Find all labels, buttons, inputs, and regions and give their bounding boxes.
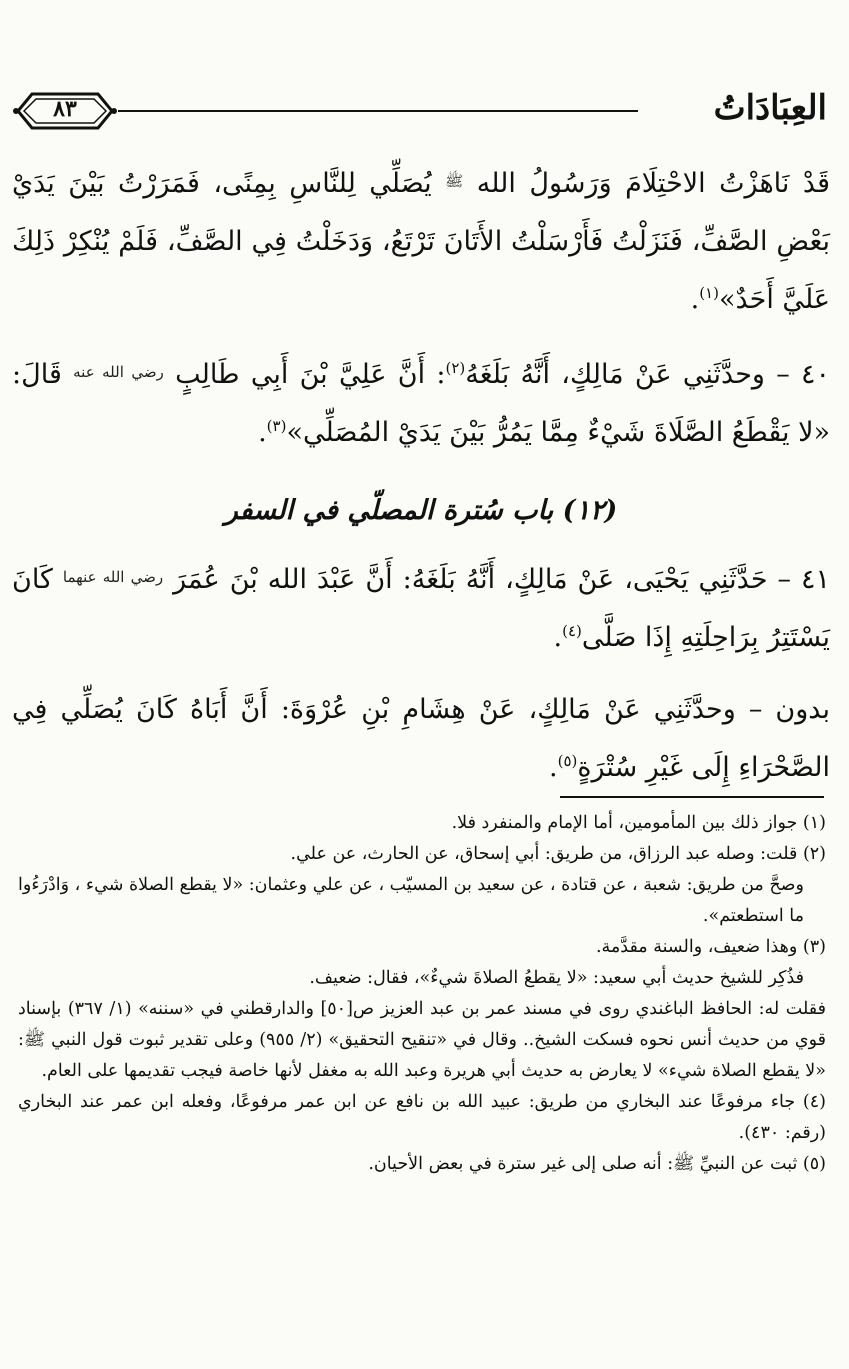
footnote-separator: [560, 796, 824, 798]
paragraph-unnumbered: بدون – وحدَّثَنِي عَنْ مَالِكٍ، عَنْ هِشَامِ بْنِ عُرْوَةَ: أَنَّ أَبَاهُ كَانَ يُصَلِّي فِي الصَّحْرَاءِ إِلَى غَيْرِ سُتْرَةٍ$^{(٥)}$.: [12, 694, 830, 783]
footnote-2-continued: وصحَّ من طريق: شعبة ، عن قتادة ، عن سعيد بن المسيّب ، عن علي وعثمان: «لا يقطع الصلاة شيء ، وَادْرَءُوا ما استطعتم».: [18, 875, 804, 926]
honorific-glyph: رضي الله عنهما: [62, 568, 164, 586]
footnote-2: (٢) قلت: وصله عبد الرزاق، من طريق: أبي إسحاق، عن الحارث، عن علي.: [290, 844, 826, 864]
footnote-4: (٤) جاء مرفوعًا عند البخاري من طريق: عبيد الله بن نافع عن ابن عمر مرفوعًا، وفعله ابن عمر عند البخاري (رقم: ٤٣٠).: [18, 1092, 826, 1143]
page-header: [0, 80, 849, 152]
footnote-ref: (١): [699, 284, 719, 302]
text-span: يُصَلِّي لِلنَّاسِ بِمِنًى، فَمَرَرْتُ بَيْنَ يَدَيْ بَعْضِ الصَّفِّ، فَنَزَلْتُ فَأَرْسَلْتُ الأَتَانَ تَرْتَعُ، وَدَخَلْتُ فِي الصَّفِّ، فَلَمْ يُنْكِرْ ذَلِكَ عَلَيَّ أَحَدٌ»: [12, 168, 830, 315]
running-title: العِبَادَاتُ: [713, 88, 827, 128]
footnote-3-continued: فذُكِر للشيخ حديث أبي سعيد: «لا يقطعُ الصلاةَ شيءٌ»، فقال: ضعيف.: [309, 968, 804, 988]
paragraph-hadith-40: ٤٠ – وحدَّثَنِي عَنْ مَالِكٍ، أَنَّهُ بَلَغَهُ$^{(٢)}$: أَنَّ عَلِيَّ بْنَ أَبِي طَالِبٍ $^{رضي الله عنه}$ قَالَ: «لا يَقْطَعُ الصَّلَاةَ شَيْءٌ مِمَّا يَمُرُّ بَيْنَ يَدَيْ المُصَلِّي»$^{(٣)}$.: [12, 359, 830, 448]
footnote-ref: (٢): [445, 359, 466, 377]
footnote-ref: (٤): [562, 622, 582, 640]
honorific-glyph: رضي الله عنه: [73, 363, 164, 381]
footnote-ref: (٣): [266, 417, 287, 435]
footnote-3-discussion: فقلت له: الحافظ الباغندي روى في مسند عمر بن عبد العزيز ص[٥٠] والدارقطني في «سننه» (١/ ٣٦٧) بإسناد قوي من حديث أنس نحوه فسكت الشيخ.. وقال في «تنقيح التحقيق» (٢/ ٩٥٥) وعلى تقدير ثبوت قول النبي ﷺ: «لا يقطع الصلاة شيء» لا يعارض به حديث أبي هريرة وعبد الله به مغفل لأنها خاصة فيجب تقديمها على العام.: [18, 999, 827, 1081]
text-span: قَالَ: «لا يَقْطَعُ الصَّلَاةَ شَيْءٌ مِمَّا يَمُرُّ بَيْنَ يَدَيْ المُصَلِّي»: [12, 359, 830, 448]
footnote-ref: (٥): [557, 752, 578, 770]
text-span: قَدْ نَاهَزْتُ الاحْتِلَامَ وَرَسُولُ الله: [476, 168, 830, 199]
footnotes: [18, 808, 826, 1180]
text-span: ٤١ – حَدَّثَنِي يَحْيَى، عَنْ مَالِكٍ، أَنَّهُ بَلَغَهُ: أَنَّ عَبْدَ الله بْنَ عُمَرَ: [173, 564, 831, 595]
paragraph-hadith-41: ٤١ – حَدَّثَنِي يَحْيَى، عَنْ مَالِكٍ، أَنَّهُ بَلَغَهُ: أَنَّ عَبْدَ الله بْنَ عُمَرَ $^{رضي الله عنهما}$ كَانَ يَسْتَتِرُ بِرَاحِلَتِهِ إِذَا صَلَّى$^{(٤)}$.: [12, 564, 831, 653]
footnote-5: (٥) ثبت عن النبيِّ ﷺ: أنه صلى إلى غير سترة في بعض الأحيان.: [368, 1154, 826, 1174]
text-span: ٤٠ – وحدَّثَنِي عَنْ مَالِكٍ، أَنَّهُ بَلَغَهُ: [465, 359, 830, 390]
footnote-1: (١) جواز ذلك بين المأمومين، أما الإمام والمنفرد فلا.: [451, 813, 826, 833]
page-number-badge: [10, 86, 120, 136]
text-span: : أَنَّ عَلِيَّ بْنَ أَبِي طَالِبٍ: [175, 359, 446, 390]
footnote-3: (٣) وهذا ضعيف، والسنة مقدَّمة.: [595, 937, 826, 957]
salutation-glyph: ﷺ: [445, 172, 464, 190]
text-span: كَانَ يَسْتَتِرُ بِرَاحِلَتِهِ إِذَا صَلَّى: [12, 564, 830, 653]
main-text: [12, 152, 830, 797]
section-heading: (١٢) باب سُترة المصلّي في السفر: [224, 495, 618, 526]
header-rule: [118, 110, 638, 112]
page-number: ٨٣: [53, 96, 77, 122]
paragraph-hadith-39-end: قَدْ نَاهَزْتُ الاحْتِلَامَ وَرَسُولُ الله $^ﷺ$ يُصَلِّي لِلنَّاسِ بِمِنًى، فَمَرَرْتُ بَيْنَ يَدَيْ بَعْضِ الصَّفِّ، فَنَزَلْتُ فَأَرْسَلْتُ الأَتَانَ تَرْتَعُ، وَدَخَلْتُ فِي الصَّفِّ، فَلَمْ يُنْكِرْ ذَلِكَ عَلَيَّ أَحَدٌ»$^{(١)}$.: [12, 168, 830, 315]
text-span: بدون – وحدَّثَنِي عَنْ مَالِكٍ، عَنْ هِشَامِ بْنِ عُرْوَةَ: أَنَّ أَبَاهُ كَانَ يُصَلِّي فِي الصَّحْرَاءِ إِلَى غَيْرِ سُتْرَةٍ: [12, 694, 830, 783]
